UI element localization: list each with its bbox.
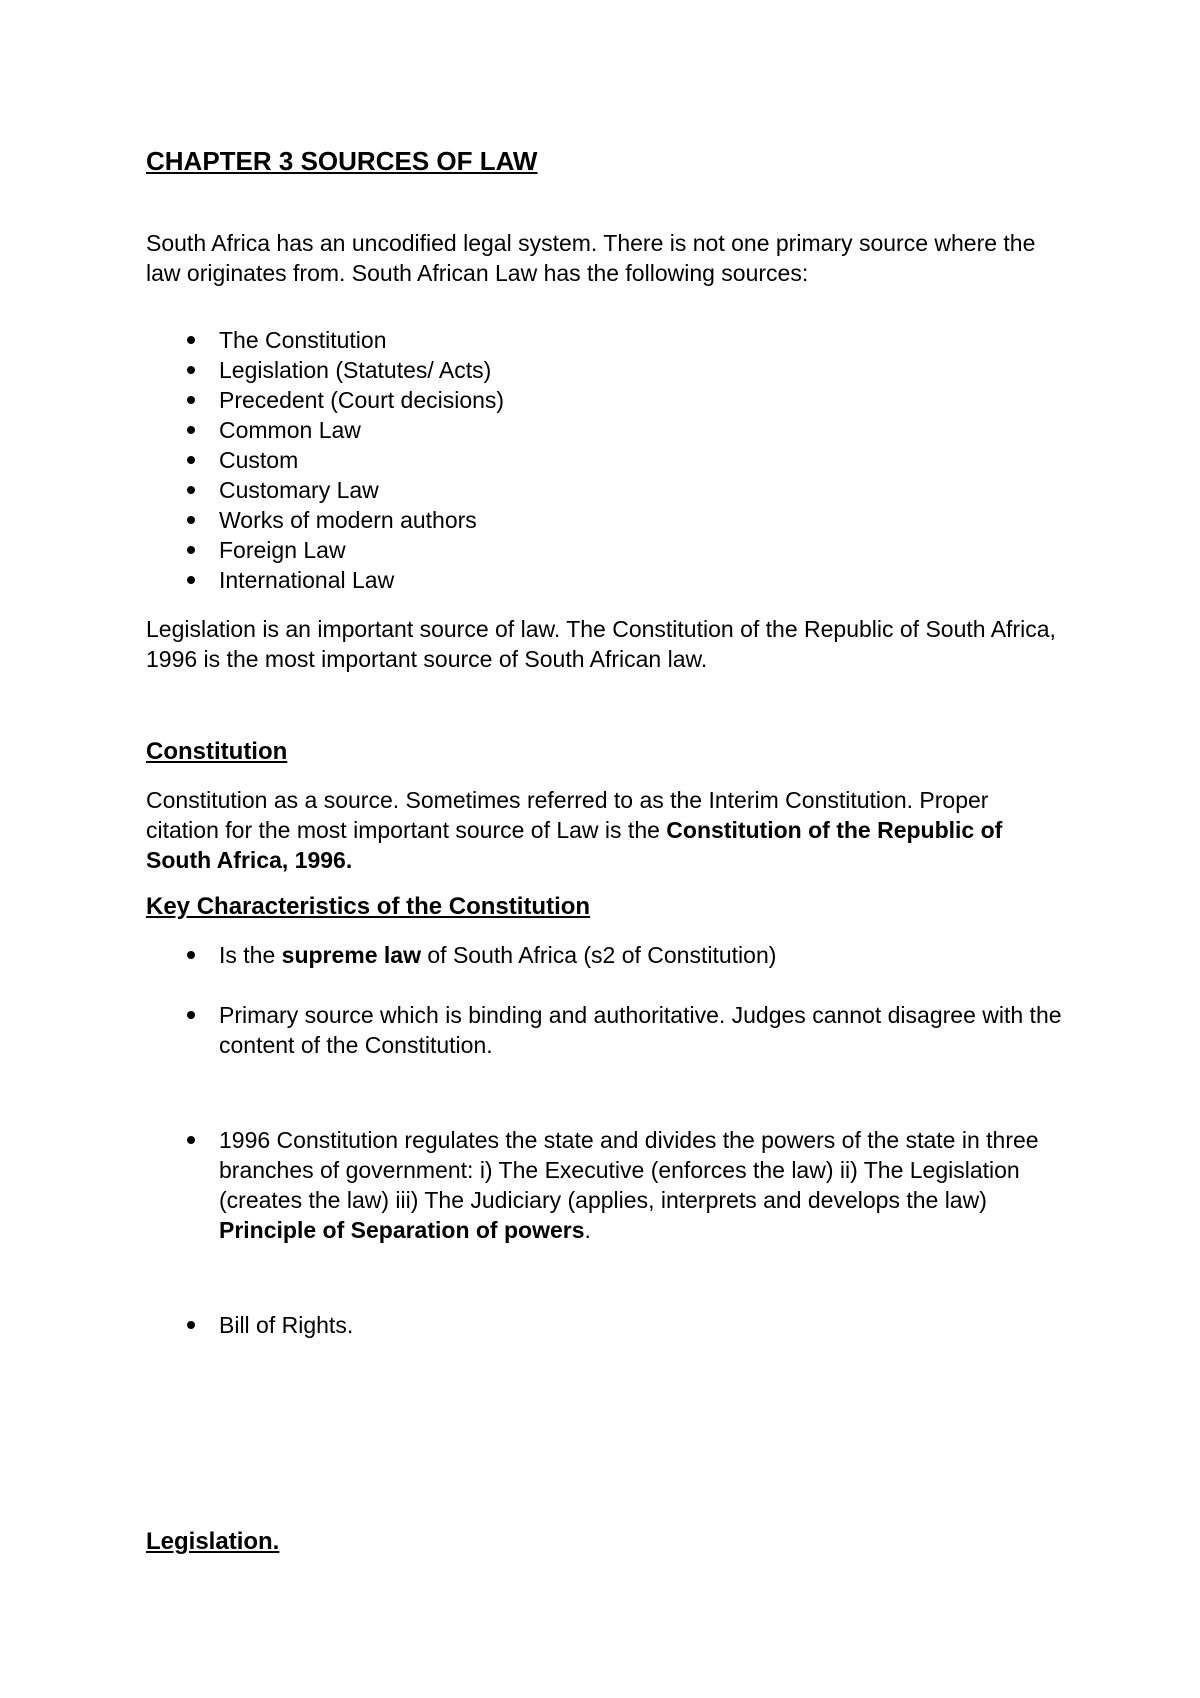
bullet-icon [187, 951, 195, 959]
bullet-icon [187, 576, 195, 584]
list-item: Works of modern authors [146, 505, 504, 535]
list-item: Custom [146, 445, 504, 475]
bullet-icon [187, 456, 195, 464]
sources-list [146, 325, 504, 595]
list-item: Common Law [146, 415, 504, 445]
list-item: International Law [146, 565, 504, 595]
constitution-heading: Constitution [146, 738, 288, 765]
list-item: 1996 Constitution regulates the state and divides the powers of the state in three branches of government: i) The Executive (enforces the law) ii) The Legislation (creates the law) iii) The Judiciary (applies, interprets and develops the law) Principle of Separation of powers. [146, 1125, 1066, 1245]
list-item: Primary source which is binding and authoritative. Judges cannot disagree with the content of the Constitution. [146, 1000, 1066, 1060]
key-characteristics-heading: Key Characteristics of the Constitution [146, 893, 591, 920]
list-item: Legislation (Statutes/ Acts) [146, 355, 504, 385]
intro-paragraph: South Africa has an uncodified legal system. There is not one primary source where the law originates from. South African Law has the following sources: [146, 230, 1036, 286]
bullet-icon [187, 336, 195, 344]
list-item: Precedent (Court decisions) [146, 385, 504, 415]
bullet-icon [187, 396, 195, 404]
bullet-icon [187, 426, 195, 434]
list-item: Foreign Law [146, 535, 504, 565]
list-item: Is the supreme law of South Africa (s2 of Constitution) [146, 940, 1066, 970]
bullet-icon [187, 546, 195, 554]
list-item: The Constitution [146, 325, 504, 355]
list-item: Bill of Rights. [146, 1310, 1066, 1340]
bullet-icon [187, 1136, 195, 1144]
bullet-icon [187, 516, 195, 524]
constitution-paragraph: Constitution as a source. Sometimes referred to as the Interim Constitution. Proper citation for the most important source of Law is the Constitution of the Republic of South Africa, 1996. [146, 787, 1003, 873]
bullet-icon [187, 1321, 195, 1329]
bullet-icon [187, 1011, 195, 1019]
bullet-icon [187, 366, 195, 374]
legislation-heading: Legislation. [146, 1528, 280, 1555]
page-title: CHAPTER 3 SOURCES OF LAW [146, 146, 538, 176]
legislation-note-paragraph: Legislation is an important source of law. The Constitution of the Republic of South Africa, 1996 is the most important source of South African law. [146, 616, 1056, 672]
document-page [146, 0, 1066, 1698]
list-item: Customary Law [146, 475, 504, 505]
bullet-icon [187, 486, 195, 494]
